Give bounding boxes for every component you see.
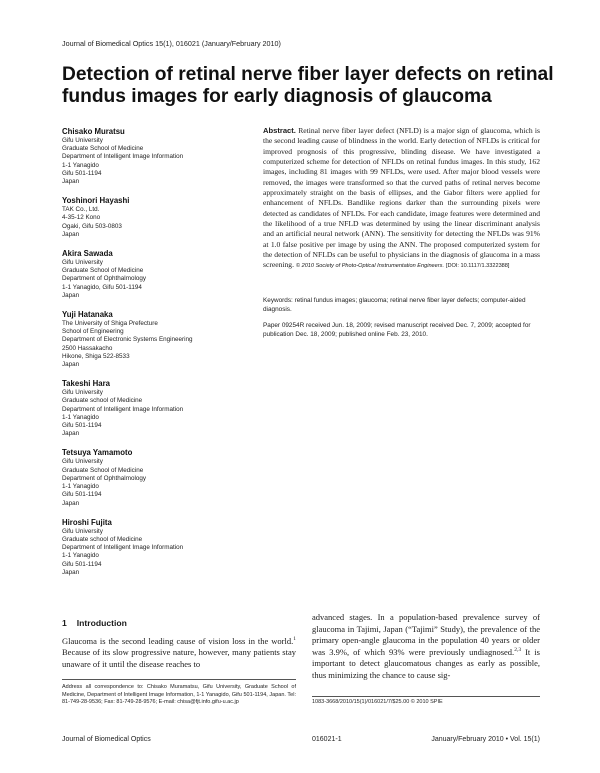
abstract [263, 126, 540, 272]
author-affiliation-line: Japan [62, 499, 80, 507]
author-affiliation-line: Gifu University [62, 137, 103, 144]
author-affiliation-line: 1-1 Yanagido [62, 161, 99, 169]
author-affiliation-line: Gifu 501-1194 [62, 169, 102, 177]
author-affiliation-line: Japan [62, 430, 80, 438]
author-affiliation-line: 4-35-12 Kono [62, 214, 101, 222]
author-name: Yoshinori Hayashi [62, 196, 130, 206]
author-affiliation-line: Department of Ophthalmology [62, 474, 147, 482]
author-affiliation-line: Department of Intelligent Image Information [62, 405, 184, 413]
article-title: Detection of retinal nerve fiber layer defects on retinal fundus images for early diagnosis of glaucoma [62, 64, 554, 107]
author-affiliation-line: Graduate School of Medicine [62, 466, 144, 474]
author-affiliation-line: 2500 Hassakacho [62, 344, 113, 352]
intro-text-right-a: advanced stages. In a population-based prevalence survey of glaucoma in Tajimi, Japan (“Tajimi” Study), the prevalence of the primary open-angle glaucoma in the population 40 years or older was 3.9%, of which 93% were previously undiagnosed. [312, 612, 540, 657]
intro-column-right [312, 612, 540, 681]
author-affiliation-line: 1-1 Yanagido [62, 413, 99, 421]
author-block [62, 196, 252, 239]
author-block [62, 310, 252, 369]
author-affiliation-line: Gifu 501-1194 [62, 560, 102, 568]
footer-issue: January/February 2010 • Vol. 15(1) [431, 736, 540, 743]
author-affiliation-line: Japan [62, 568, 80, 576]
author-affiliation-line: 1-1 Yanagido [62, 483, 99, 491]
author-affiliation-line: Gifu University [62, 259, 103, 267]
author-affiliation-line: Japan [62, 291, 80, 299]
author-block [62, 249, 252, 300]
author-affiliation-line: 1-1 Yanagido, Gifu 501-1194 [62, 283, 142, 291]
author-name: Tetsuya Yamamoto [62, 448, 133, 458]
citation-1[interactable]: 1 [293, 635, 296, 642]
publication-history: Paper 09254R received Jun. 18, 2009; revised manuscript received Dec. 7, 2009; accepted for publication Dec. 18, 2009; published online Feb. 23, 2010. [263, 322, 531, 338]
author-affiliation-line: Japan [62, 361, 80, 369]
correspondence-footnote: Address all correspondence to: Chisako Muramatsu, Gifu University, Graduate School of Medicine, Department of Intelligent Image Information, 1-1 Yanagido, Gifu 501-1194, Japan. Tel: 81-749-28-9536; Fax: 81-749-28-9576; E-mail: chisa@fjt.info.gifu-u.ac.jp [62, 684, 296, 706]
author-affiliation-line: Graduate School of Medicine [62, 145, 144, 153]
footer-journal: Journal of Biomedical Optics [62, 736, 151, 743]
intro-text-left-a: Glaucoma is the second leading cause of vision loss in the world. [62, 635, 294, 646]
issn-divider [312, 696, 540, 697]
section-heading [62, 618, 296, 630]
abstract-doi[interactable]: [DOI: 10.1117/1.3322388] [445, 263, 510, 270]
author-name: Chisako Muratsu [62, 127, 125, 136]
author-name: Akira Sawada [62, 249, 113, 259]
author-affiliation-line: Graduate school of Medicine [62, 535, 143, 543]
author-affiliation-line: Department of Ophthalmology [62, 275, 147, 283]
author-affiliation-line: Department of Electronic Systems Engineering [62, 336, 193, 344]
issn-line: 1083-3668/2010/15(1)/016021/7/$25.00 © 2010 SPIE [312, 699, 443, 705]
author-affiliation-line: Japan [62, 178, 80, 186]
author-affiliation-line: 1-1 Yanagido [62, 552, 99, 560]
intro-text-left-b: Because of its slow progressive nature, however, many patients stay unaware of it until the disease reaches to [62, 647, 296, 669]
author-block [62, 518, 252, 577]
author-block [62, 127, 252, 186]
intro-text-right-b: It is important to detect glaucomatous changes as early as possible, thus minimizing the chance to cause sig- [312, 646, 540, 680]
abstract-body: Retinal nerve fiber layer defect (NFLD) is a major sign of glaucoma, which is the second leading cause of blindness in the world. Early detection of NFLDs is critical for improved prognosis of this progressive, blinding disease. We have investigated a computerized scheme for detection of NFLDs on retinal fundus images. In this study, 162 images, including 81 images with 99 NFLDs, were used. After major blood vessels were removed, the images were transformed so that the curved paths of retinal nerves become approximately straight on the basis of ellipses, and the Gabor filters were applied for enhancement of NFLDs. Bandlike regions darker than the surrounding pixels were detected as candidates of NFLDs. For each candidate, image features were determined and the likelihood of a true NFLD was determined by using the linear discriminant analysis and an artificial neural network (ANN). The sensitivity for detecting the NFLDs was 91% at 1.0 false positive per image by using the ANN. The proposed computerized system for the detection of NFLDs can be useful to physicians in the diagnosis of glaucoma in a mass screening. [263, 126, 540, 270]
author-affiliation-line: Japan [62, 230, 80, 238]
author-affiliation-line: Gifu 501-1194 [62, 422, 102, 430]
author-affiliation-line: Graduate school of Medicine [62, 397, 143, 405]
author-name: Hiroshi Fujita [62, 517, 112, 527]
citation-2-3[interactable]: 2,3 [514, 646, 522, 653]
author-block [62, 379, 252, 438]
author-affiliation-line: Ogaki, Gifu 503-0803 [62, 222, 122, 230]
author-affiliation-line: Department of Intelligent Image Information [62, 153, 184, 161]
intro-column-left [62, 618, 296, 670]
journal-running-header: Journal of Biomedical Optics 15(1), 016021 (January/February 2010) [62, 39, 281, 48]
section-number: 1 [62, 618, 67, 628]
keywords: Keywords: retinal fundus images; glaucoma; retinal nerve fiber layer defects; computer-aided diagnosis. [263, 297, 526, 313]
author-affiliation-line: Gifu 501-1194 [62, 491, 102, 499]
author-affiliation-line: TAK Co., Ltd. [62, 206, 100, 214]
author-affiliation-line: Graduate School of Medicine [62, 267, 144, 275]
author-affiliation-line: School of Engineering [62, 328, 124, 336]
author-affiliation-line: Gifu University [62, 458, 103, 466]
author-affiliation-line: Hikone, Shiga 522-8533 [62, 352, 130, 360]
abstract-label: Abstract. [263, 126, 296, 135]
author-list [62, 127, 252, 587]
author-block [62, 448, 252, 507]
footer-page-id: 016021-1 [312, 736, 342, 743]
author-affiliation-line: Department of Intelligent Image Information [62, 544, 184, 552]
author-affiliation-line: Gifu University [62, 389, 103, 397]
footnote-divider [62, 679, 296, 680]
author-name: Yuji Hatanaka [62, 310, 113, 320]
author-name: Takeshi Hara [62, 379, 110, 389]
abstract-copyright: © 2010 Society of Photo-Optical Instrumentation Engineers. [295, 263, 444, 270]
author-affiliation-line: The University of Shiga Prefecture [62, 320, 158, 328]
section-title: Introduction [76, 618, 127, 628]
author-affiliation-line: Gifu University [62, 527, 103, 535]
